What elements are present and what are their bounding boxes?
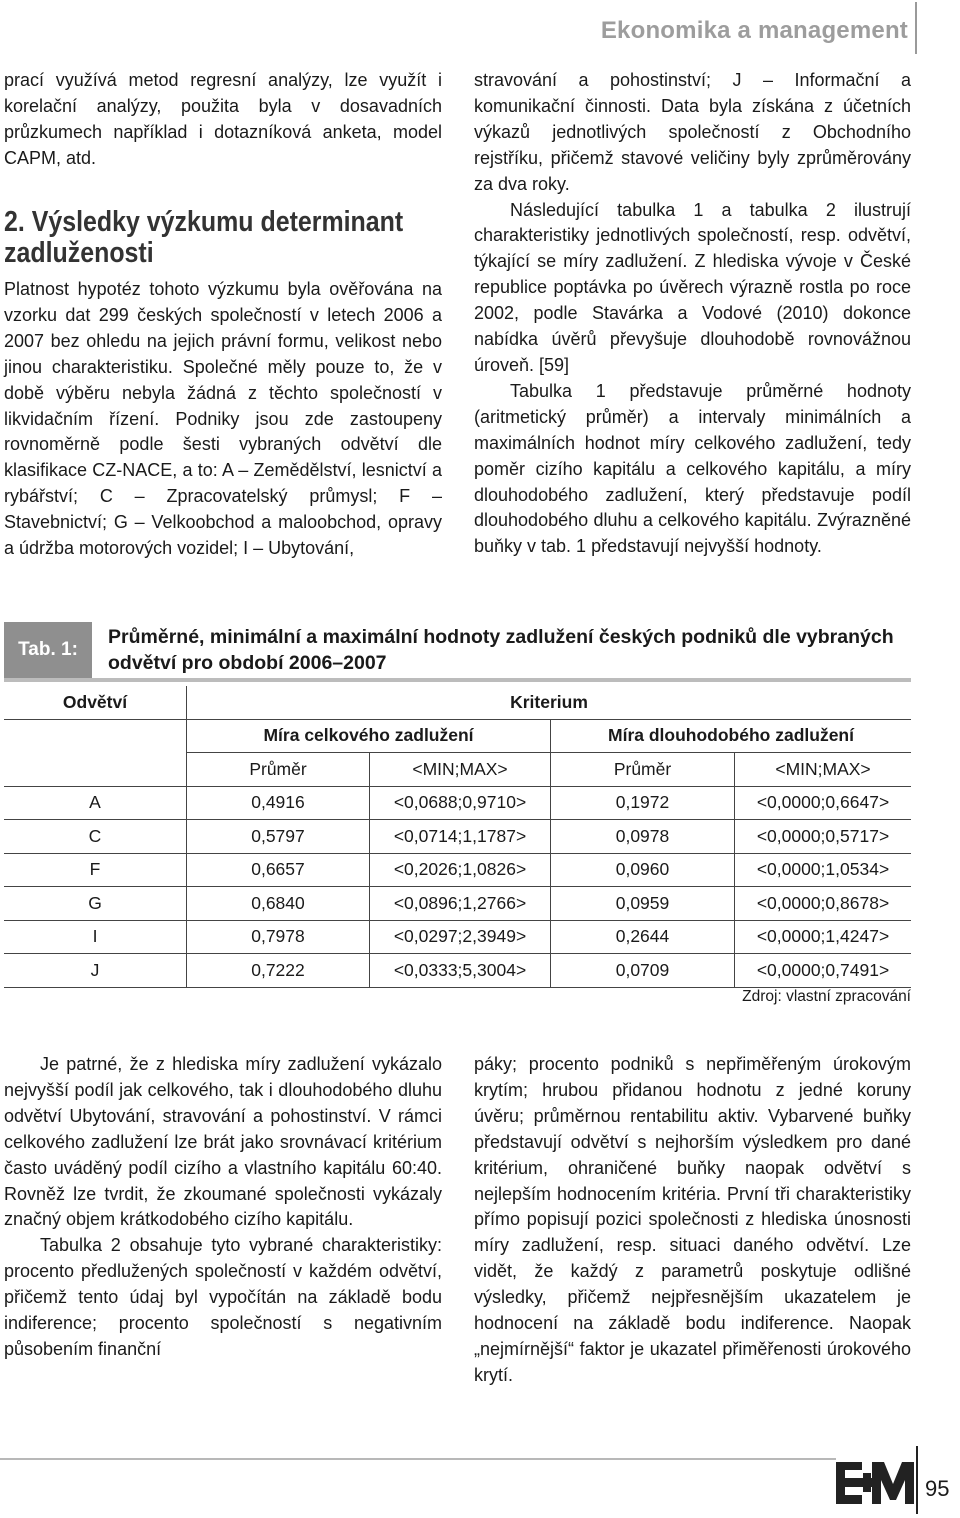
data-table: [4, 686, 911, 988]
value-cell: <0,0000;1,4247>: [735, 920, 912, 954]
section-heading: 2. Výsledky výzkumu determinant zadluženosti: [4, 206, 404, 269]
value-cell: 0,4916: [187, 786, 370, 820]
value-cell: <0,0297;2,3949>: [370, 920, 551, 954]
table-row: [4, 786, 911, 820]
value-cell: <0,0896;1,2766>: [370, 887, 551, 921]
sector-cell: A: [4, 786, 187, 820]
sector-cell: G: [4, 887, 187, 921]
table-row: [4, 887, 911, 921]
value-cell: 0,0960: [551, 853, 735, 887]
footer-divider: [916, 1446, 918, 1514]
paragraph: stravování a pohostinství; J – Informační a komunikační činnosti. Data byla získána z účetních výkazů jednotlivých společností z Obchodního rejstříku, přičemž stavové veličiny byly zprůměrovány za dva roky.: [474, 70, 911, 194]
value-cell: 0,6657: [187, 853, 370, 887]
paragraph: Je patrné, že z hlediska míry zadlužení vykázalo nejvyšší podíl jak celkového, tak i dlouhodobého dluhu odvětví Ubytování, stravování a pohostinství. V rámci celkového zadlužení lze brát jako srovnávací kritérium často uváděný podíl cizího a vlastního kapitálu 60:40. Rovněž lze tvrdit, že zkoumané společnosti vykázaly značný objem krátkodobého cizího kapitálu.: [4, 1054, 442, 1230]
value-cell: <0,2026;1,0826>: [370, 853, 551, 887]
sector-cell: F: [4, 853, 187, 887]
header-divider: [915, 2, 917, 54]
value-cell: <0,0000;0,8678>: [735, 887, 912, 921]
value-cell: <0,0333;5,3004>: [370, 954, 551, 988]
value-cell: <0,0000;1,0534>: [735, 853, 912, 887]
sector-cell: C: [4, 820, 187, 854]
table-row: [4, 954, 911, 988]
value-cell: 0,0978: [551, 820, 735, 854]
bottom-left-column: [4, 1052, 442, 1363]
value-cell: 0,7222: [187, 954, 370, 988]
table-source: Zdroj: vlastní zpracování: [742, 988, 911, 1005]
table-row: [4, 853, 911, 887]
paragraph: prací využívá metod regresní analýzy, lze využít i korelační analýzy, použita byla v dosavadních průzkumech například i dotazníková anketa, model CAPM, atd.: [4, 70, 442, 168]
value-cell: <0,0714;1,1787>: [370, 820, 551, 854]
mid-left-column: [4, 277, 442, 562]
sector-cell: J: [4, 954, 187, 988]
value-cell: <0,0000;0,7491>: [735, 954, 912, 988]
table-badge: Tab. 1:: [4, 622, 92, 678]
subheader-avg: Průměr: [551, 753, 735, 787]
paragraph: páky; procento podniků s nepřiměřeným úrokovým krytím; hrubou přidanou hodnotu z jedné koruny úvěru; průměrnou rentabilitu aktiv. Vybarvené buňky představují odvětví s nejhorším výsledkem pro dané kritérium, ohraničené buňky naopak odvětví s nejlepším hodnocením kritéria. První tři charakteristiky přímo popisují pozici společnosti z hlediska únosnosti míry zadlužení, resp. situaci daného odvětví. Lze vidět, že každý z parametrů poskytuje odlišné výsledky, přičemž nejpřesnějším ukazatelem je hodnocení na základě bodu indiference. Naopak „nejmírnější“ faktor je ukazatel přiměřenosti úrokového krytí.: [474, 1054, 911, 1385]
sector-cell: I: [4, 920, 187, 954]
paragraph: Tabulka 1 představuje průměrné hodnoty (aritmetický průměr) a intervaly minimálních a maximálních hodnot míry celkového zadlužení, tedy poměr cizího kapitálu a celkového kapitálu, a míry dlouhodobého zadlužení, který představuje podíl dlouhodobého dluhu a celkového kapitálu. Zvýrazněné buňky v tab. 1 představují nejvyšší hodnoty.: [474, 380, 911, 557]
header-sector: Odvětví: [4, 686, 187, 719]
paragraph: Tabulka 2 obsahuje tyto vybrané charakteristiky: procento předlužených společností v každém odvětví, přičemž tento údaj byl vypočítán na základě bodu indiference; procento společností s negativním působením finanční: [4, 1235, 442, 1359]
paragraph: Platnost hypotéz tohoto výzkumu byla ověřována na vzorku dat 299 českých společností v letech 2006 a 2007 bez ohledu na jejich právní formu, velikost nebo jinou charakteristiku. Společné měly pouze to, že v době výběru nebyla žádná z těchto společností v likvidačním řízení. Podniky jsou zde zastoupeny rovnoměrně podle šesti vybraných odvětví dle klasifikace CZ-NACE, a to: A – Zemědělství, lesnictví a rybářství; C – Zpracovatelský průmysl; F – Stavebnictví; G – Velkoobchod a maloobchod, opravy a údržba motorových vozidel; I – Ubytování,: [4, 279, 442, 559]
header-total-debt: Míra celkového zadlužení: [187, 719, 551, 753]
table-title-rule: [4, 678, 911, 682]
table-row: [4, 820, 911, 854]
value-cell: 0,0709: [551, 954, 735, 988]
value-cell: 0,0959: [551, 887, 735, 921]
subheader-range: <MIN;MAX>: [735, 753, 912, 787]
table-title: Průměrné, minimální a maximální hodnoty zadlužení českých podniků dle vybraných odvětví pro období 2006–2007: [108, 626, 894, 674]
value-cell: <0,0000;0,5717>: [735, 820, 912, 854]
subheader-avg: Průměr: [187, 753, 370, 787]
header-criterion: Kriterium: [187, 686, 912, 719]
value-cell: 0,6840: [187, 887, 370, 921]
value-cell: 0,5797: [187, 820, 370, 854]
footer-rule: [0, 1458, 836, 1460]
value-cell: 0,7978: [187, 920, 370, 954]
paragraph: Následující tabulka 1 a tabulka 2 ilustrují charakteristiky jednotlivých společností, resp. odvětví, týkající se míry zadlužení. Z hlediska vývoje v České republice poptávka po úvěrech výrazně rostla po roce 2002, podle Stavárka a Vodové (2010) dokonce nabídka úvěrů převyšuje dlouhodobě rovnovážnou úroveň. [59]: [474, 199, 911, 375]
value-cell: <0,0000;0,6647>: [735, 786, 912, 820]
top-left-column: [4, 68, 442, 172]
subheader-range: <MIN;MAX>: [370, 753, 551, 787]
top-right-column: [474, 68, 911, 560]
header-longterm-debt: Míra dlouhodobého zadlužení: [551, 719, 912, 753]
bottom-right-column: [474, 1052, 911, 1389]
em-logo: [836, 1460, 914, 1506]
value-cell: 0,1972: [551, 786, 735, 820]
value-cell: <0,0688;0,9710>: [370, 786, 551, 820]
table-row: [4, 920, 911, 954]
journal-title: Ekonomika a management: [600, 17, 908, 44]
page-number: 95: [925, 1476, 950, 1501]
value-cell: 0,2644: [551, 920, 735, 954]
